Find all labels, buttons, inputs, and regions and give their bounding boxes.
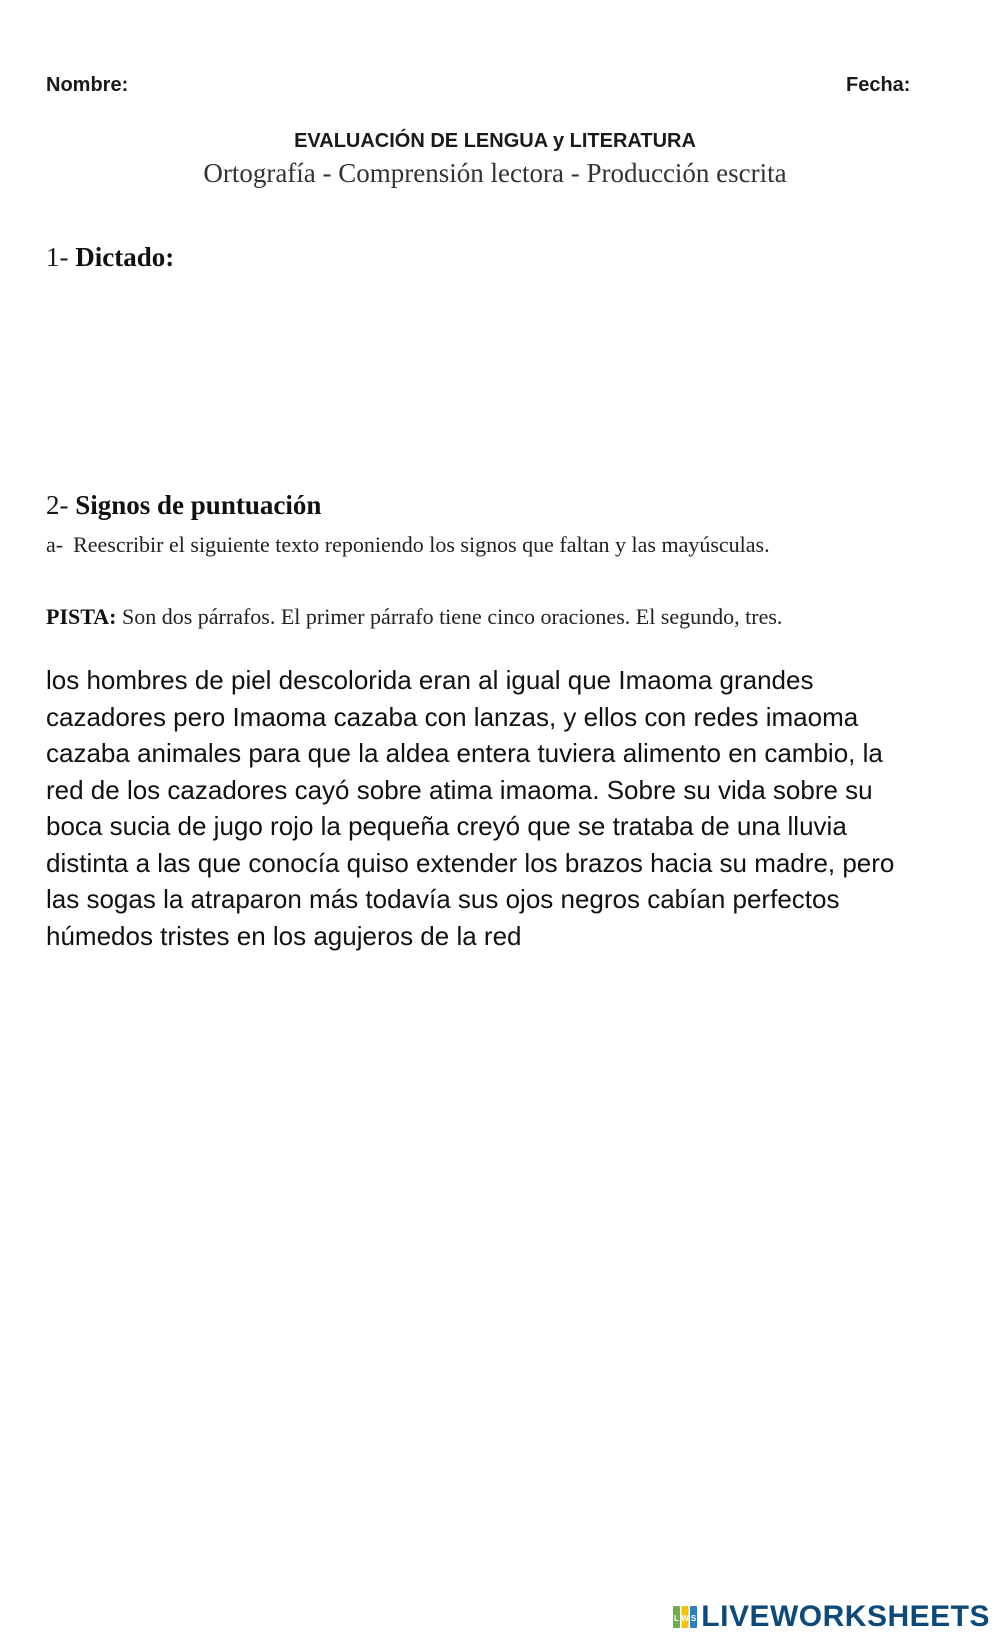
passage-line: los hombres de piel descolorida eran al igual que Imaoma grandes bbox=[46, 665, 814, 695]
passage-line: red de los cazadores cayó sobre atima imaoma. Sobre su vida sobre su bbox=[46, 774, 873, 805]
svg-text:S: S bbox=[691, 1614, 697, 1623]
page-subtitle: Ortografía - Comprensión lectora - Producción escrita bbox=[203, 158, 787, 188]
section-title: Dictado: bbox=[75, 242, 175, 272]
passage-line: boca sucia de jugo rojo la pequeña creyó que se trataba de una lluvia bbox=[46, 811, 847, 841]
passage-line: distinta a las que conocía quiso extender los brazos hacia su madre, pero bbox=[46, 847, 895, 878]
passage-line: cazaba animales para que la aldea entera tuviera alimento en cambio, la bbox=[46, 738, 883, 768]
section-number: 2- bbox=[46, 490, 69, 520]
page-title: EVALUACIÓN DE LENGUA y LITERATURA bbox=[294, 130, 696, 152]
hint-text: Son dos párrafos. El primer párrafo tiene cinco oraciones. El segundo, tres. bbox=[122, 604, 783, 629]
svg-text:L: L bbox=[674, 1614, 680, 1623]
liveworksheets-logo-icon bbox=[672, 1604, 698, 1630]
svg-text:W: W bbox=[681, 1614, 690, 1623]
section-title: Signos de puntuación bbox=[75, 490, 322, 520]
instruction-letter: a- bbox=[46, 532, 64, 557]
section-puntuacion-heading bbox=[46, 490, 321, 521]
section-number: 1- bbox=[46, 242, 69, 272]
instruction-text: Reescribir el siguiente texto reponiendo los signos que faltan y las mayúsculas. bbox=[73, 532, 770, 557]
hint-label: PISTA: bbox=[46, 604, 117, 629]
liveworksheets-brand-text: LIVEWORKSHEETS bbox=[701, 1600, 990, 1633]
instruction bbox=[46, 532, 770, 558]
passage-line: húmedos tristes en los agujeros de la red bbox=[46, 920, 522, 951]
passage-line: cazadores pero Imaoma cazaba con lanzas, y ellos con redes imaoma bbox=[46, 701, 859, 732]
hint bbox=[46, 604, 782, 630]
nombre-label: Nombre: bbox=[46, 74, 129, 96]
fecha-label: Fecha: bbox=[846, 74, 911, 96]
section-dictado-heading bbox=[46, 242, 174, 273]
passage bbox=[46, 662, 966, 954]
passage-line: las sogas la atraparon más todavía sus ojos negros cabían perfectos bbox=[46, 884, 840, 914]
liveworksheets-brand bbox=[672, 1600, 990, 1634]
